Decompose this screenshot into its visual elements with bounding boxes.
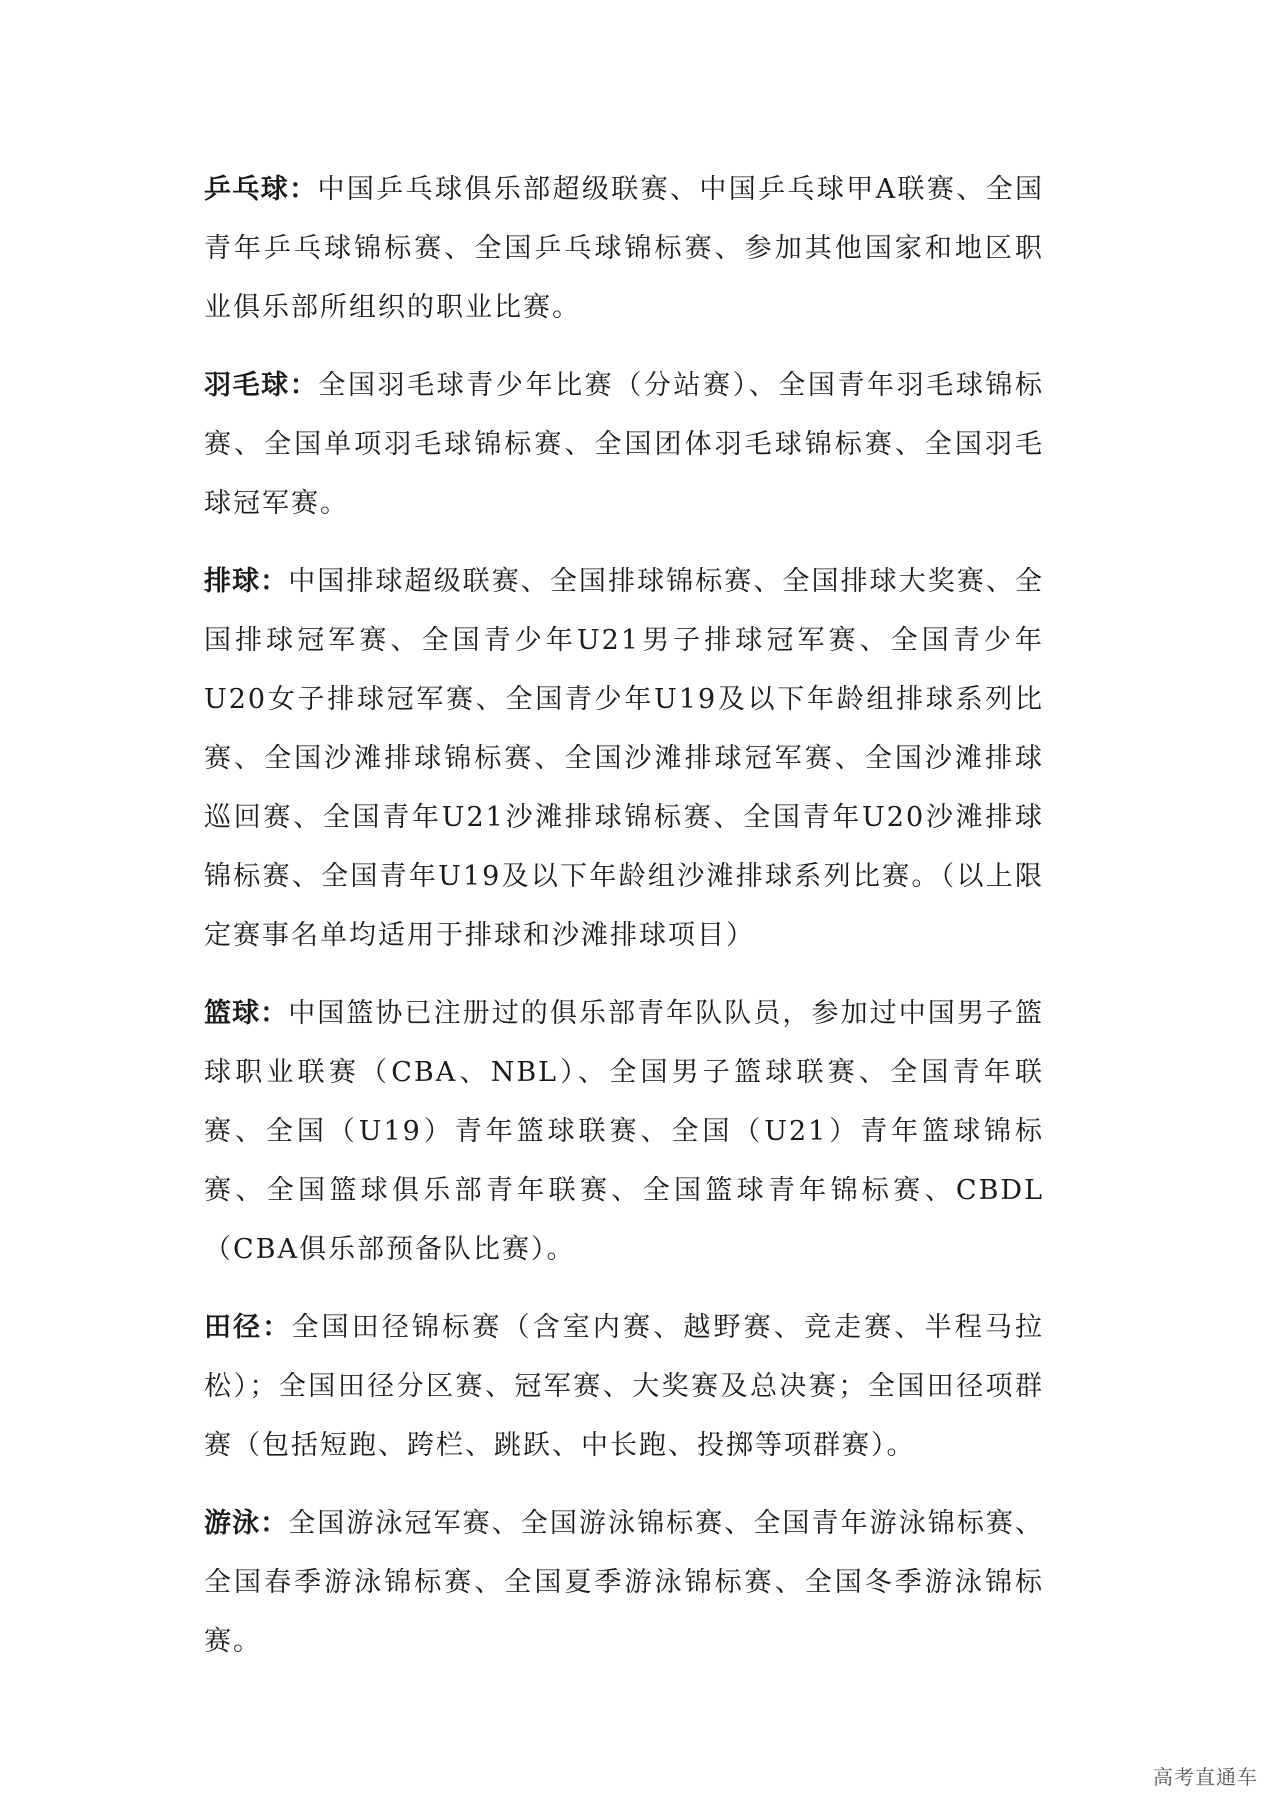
section-text: 中国排球超级联赛、全国排球锦标赛、全国排球大奖赛、全国排球冠军赛、全国青少年U21男子排球冠军赛、全国青少年U20女子排球冠军赛、全国青少年U19及以下年龄组排球系列比赛、全国沙滩排球锦标赛、全国沙滩排球冠军赛、全国沙滩排球巡回赛、全国青年U21沙滩排球锦标赛、全国青年U20沙滩排球锦标赛、全国青年U19及以下年龄组沙滩排球系列比赛。（以上限定赛事名单均适用于排球和沙滩排球项目） [204, 566, 1045, 951]
section-athletics [204, 1298, 1044, 1475]
section-text: 中国乒乓球俱乐部超级联赛、中国乒乓球甲A联赛、全国青年乒乓球锦标赛、全国乒乓球锦标赛、参加其他国家和地区职业俱乐部所组织的职业比赛。 [204, 174, 1044, 323]
section-text: 全国田径锦标赛（含室内赛、越野赛、竞走赛、半程马拉松）；全国田径分区赛、冠军赛、大奖赛及总决赛；全国田径项群赛（包括短跑、跨栏、跳跃、中长跑、投掷等项群赛）。 [204, 1312, 1045, 1461]
section-label: 田径： [204, 1312, 292, 1343]
document-body [204, 160, 1044, 1690]
section-badminton [204, 356, 1044, 533]
section-label: 乒乓球： [204, 174, 318, 205]
section-basketball [204, 984, 1044, 1279]
section-text: 全国羽毛球青少年比赛（分站赛）、全国青年羽毛球锦标赛、全国单项羽毛球锦标赛、全国团体羽毛球锦标赛、全国羽毛球冠军赛。 [204, 370, 1045, 519]
watermark: 高考直通车 [1153, 1765, 1258, 1789]
section-label: 排球： [204, 566, 289, 597]
section-label: 羽毛球： [204, 370, 319, 401]
section-swimming [204, 1494, 1044, 1671]
section-volleyball [204, 552, 1044, 965]
section-table-tennis [204, 160, 1044, 337]
section-label: 篮球： [204, 998, 289, 1029]
section-label: 游泳： [204, 1508, 289, 1539]
section-text: 中国篮协已注册过的俱乐部青年队队员，参加过中国男子篮球职业联赛（CBA、NBL）、全国男子篮球联赛、全国青年联赛、全国（U19）青年篮球联赛、全国（U21）青年篮球锦标赛、全国篮球俱乐部青年联赛、全国篮球青年锦标赛、CBDL（CBA俱乐部预备队比赛）。 [204, 998, 1045, 1265]
section-text: 全国游泳冠军赛、全国游泳锦标赛、全国青年游泳锦标赛、全国春季游泳锦标赛、全国夏季游泳锦标赛、全国冬季游泳锦标赛。 [204, 1508, 1045, 1657]
